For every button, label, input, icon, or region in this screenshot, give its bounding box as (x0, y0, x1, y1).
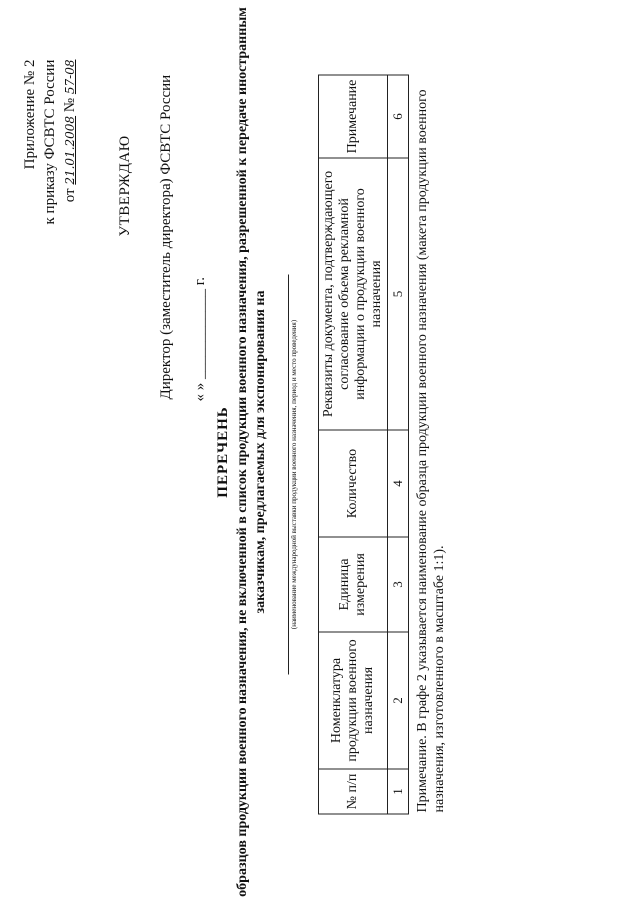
column-number-1: 1 (388, 769, 409, 814)
order-number: 57-08 (63, 59, 77, 95)
approval-date-line: « » ____________ г. (192, 277, 208, 402)
table-row (388, 75, 409, 814)
exhibition-caption: (наименование международной выставки продукции военного назначения, период и место проведения) (290, 319, 298, 630)
column-number-3: 3 (388, 537, 409, 632)
header-remark: Примечание (319, 75, 388, 158)
table-header-row (319, 75, 388, 814)
header-unit: Единица измерения (319, 537, 388, 632)
column-number-4: 4 (388, 430, 409, 537)
document-title: ПЕРЕЧЕНЬ (215, 406, 231, 498)
order-from-label: от (62, 188, 78, 203)
order-date: 21.01.2008 (63, 115, 77, 185)
header-nomenclature: Номенклатура продукции военного назначения (319, 632, 388, 769)
director-line: Директор (заместитель директора) ФСВТС России (158, 74, 174, 400)
appendix-block (20, 60, 80, 225)
header-quantity: Количество (319, 430, 388, 537)
document-subtitle: образцов продукции военного назначения, не включенной в список продукции военного назначения, разрешенной к передаче иностранным заказчикам, предлагаемых для экспонирования на (235, 7, 268, 897)
column-number-5: 5 (388, 158, 409, 430)
footnote: Примечание. В графе 2 указывается наименование образца продукции военного назначения (макета продукции военного назначения, изготовленного в масштабе 1:1). (415, 89, 447, 813)
appendix-title: Приложение № 2 (22, 59, 38, 170)
column-number-6: 6 (388, 75, 409, 158)
appendix-order: к приказу ФСВТС России (42, 59, 58, 225)
products-table (318, 75, 409, 815)
column-number-2: 2 (388, 632, 409, 769)
header-number: № п/п (319, 769, 388, 814)
exhibition-blank-line (288, 275, 289, 675)
approved-stamp: УТВЕРЖДАЮ (117, 135, 133, 237)
header-document-details: Реквизиты документа, подтверждающего согласование объема рекламной информации о продукции военного назначения (319, 158, 388, 430)
order-number-label: № (62, 97, 78, 113)
order-reference (60, 60, 80, 225)
